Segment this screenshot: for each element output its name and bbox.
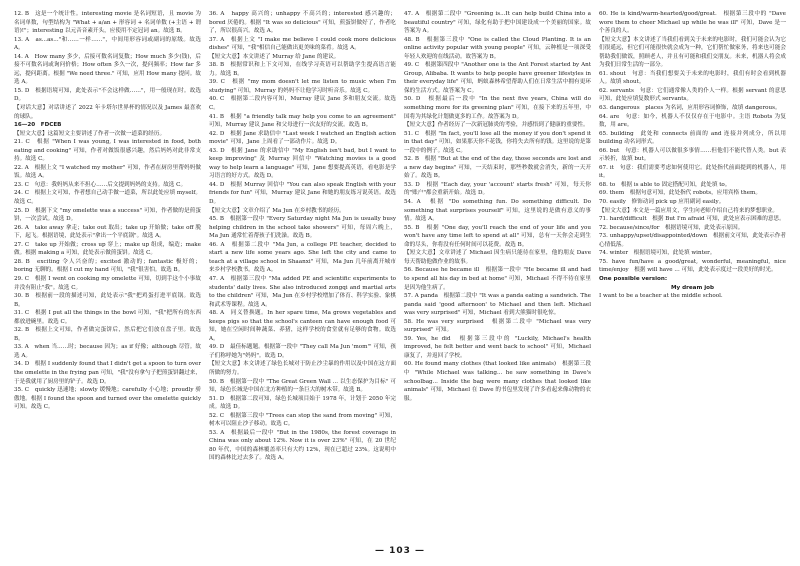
answer-paragraph: 42. D 根据 Jane 求助信中 "Last week I watched an English action movie" 可知，Jane 上周看了一部动作片。故选 D。	[209, 130, 396, 146]
answer-paragraph: 【短文大意】本文讲述了当我们看到关于未来的电影时，我们可能会认为它们很遥远，但它们可能很快就会成为一种，它们帮忙做家务，将来也可能会帮助我们做饭，照顾老人，并且有可能和我们交朋友。未来，机器人将会成为我们日常生活的一部分。	[599, 36, 786, 69]
answer-paragraph: 【短文大意】文章讲述了 Michael 因生病只能待在家里，他的朋友 Dave 每天帮助他做作业的故事。	[404, 250, 591, 265]
answer-paragraph: 39. C 根据 "my mom doesn't let me listen to music when I'm studying" 可知，Murray 的妈妈不让他学习时听音乐。故选 C。	[209, 79, 396, 94]
answer-paragraph: 22. A 根据上文 "I watched my mother" 可知，作者在厨房里帮妈妈做饭。故选 A。	[14, 164, 201, 180]
answer-paragraph: 58. He was very surprised 根据第二段中 "Michael was very surprised" 可知。	[404, 318, 591, 334]
answer-paragraph: 【短文大意】文章介绍了 Ma Jun 在乡村教书的经历。	[209, 207, 345, 214]
answer-paragraph: 53. A 根据最后一段中 "But in the 1980s, the forest coverage in China was only about 12%. Now it is over 23%" 可知，在 20 世纪 80 年代，中国的森林覆盖率只有大约 12%，现在已超过 23%。这说明中国的森林比过去多了。故选 A。	[209, 429, 396, 462]
answer-paragraph: 33. A when 当……时；because 因为；as if 好像；although 尽管。故选 A。	[14, 344, 201, 359]
answer-paragraph: 63. dangerous places 为名词，应用形容词修饰，故填 dangerous。	[599, 105, 781, 112]
answer-paragraph: 55. B 根据 "One day, you'll reach the end of your life and you won't have any time left to spend at all" 可知，总有一天你会走到生命的尽头，你将没有任何时间可以花费。故选 B。	[404, 224, 591, 248]
answer-paragraph: 36. A happy 高兴的；unhappy 不高兴的；interested 感兴趣的；bored 厌倦的。根据 "It was so delicious" 可知，煎蛋饼做好了，作者吃了，所以很高兴。故选 A。	[209, 11, 396, 35]
answer-paragraph: 46. A 根据第二段中 "Ma Jun, a college PE teacher, decided to start a new life some years ago. She left the city and came to teach at a village school in Shaanxi" 可知，Ma Jun 几年前离开城市来乡村学校教书。故选 A。	[209, 241, 396, 274]
answer-paragraph: 49. D 最佳标题题。根据第一段中 "They call Ma Jun 'mom'" 可知，孩子们称呼她为"妈妈"。故选 D。	[209, 344, 396, 359]
answer-paragraph: 41. B 根据 "a friendly talk may help you come to an agreement" 可知，Murray 建议 Jane 和父母进行一次友好的交流。故选 B。	[209, 113, 396, 129]
answer-paragraph: 61. shout 句意：当我们想要关于未来的电影时，我们有时会看到机器人。故填 shout。	[599, 70, 786, 86]
column-3	[404, 10, 591, 540]
answer-paragraph: 31. C 根据 I put all the things in the bowl 可知，"我"把所有的东西都放进碗里。故选 C。	[14, 310, 201, 325]
answer-paragraph: 24. C 根据上文可知，作者想自己动手做一道菜，所以此处应填 myself。故选 C。	[14, 190, 201, 206]
answer-paragraph: 75. have fun/have a good/great, wonderful, meaningful, nice time/enjoy 根据 will have ... 可知，此处表示度过一段美好的时光。	[599, 258, 786, 274]
answer-paragraph: 34. D 根据 I suddenly found that I didn't get a spoon to turn over the omelette in the frying pan 可知，"我"没有拿勺子把煎蛋饼翻过来，于是我就用了厨房里的铲子。故选 D。	[14, 361, 201, 385]
answer-paragraph: 28. B exciting 令人兴奋的；excited 激动的；fantastic 极好的；boring 无聊的。根据 I cut my hand 可知，"我"很害怕。故选 B。	[14, 258, 201, 274]
answer-paragraph: 54. A 根据 "Do something fun. Do something difficult. Do something that surprises yourself" 可知，这里说的是做有意义的事情。故选 A。	[404, 199, 591, 223]
answer-paragraph: 52. B 根据 "But at the end of the day, those seconds are lost and a new day begins" 可知，一天结束时，那些秒数就会消失，新的一天开始了。故选 B。	[404, 156, 591, 180]
answer-paragraph: 37. A 根据上文 "I make me believe I could cook more delicious dishes" 可知，"我"相信自己能做出更美味的菜肴。故选 A。	[209, 36, 396, 52]
answer-paragraph: 47. A 根据第二段中 "Greening is...It can help build China into a beautiful country" 可知，绿化有助于把中国建设成一个美丽的国家。故答案为 A。	[404, 11, 591, 35]
answer-paragraph: 15. D 根据语境可知，此处表示"不会这样做……"，用一般现在时。故选 D。	[14, 87, 201, 103]
answer-paragraph: 25. D 根据下文 "my omelette was a success" 可知，作者做的是煎蛋饼，一次尝试。故选 D。	[14, 207, 201, 223]
answer-paragraph: 47. A 根据第三段中 "Ma added PE and scientific experiments to students' daily lives. She also introduced zongqi and martial arts to the children" 可知，Ma Jun 在乡村学校增加了体育、科学实验、象棋和武术等课程。故选 A。	[209, 275, 396, 308]
answer-paragraph: 23. C 句意：我妈妈从来不担心……后文提到妈妈的支持。故选 C。	[14, 181, 187, 188]
answer-paragraph: 27. C take up 开始做；cross up 穿上；make up 组成，编造；make 做。根据 making a 可知，此处表示做煎蛋饼。故选 C。	[14, 241, 201, 257]
answer-paragraph: 43. D 根据 Jane 的求助信中 "My English isn't bad, but I want to keep improving" 及 Murray 回信中 "Watching movies is a good way to help learn a language" 可知，Jane 想要提高英语，看电影是学习语言的好方式。故选 D。	[209, 147, 396, 180]
essay-title: My dream job	[670, 284, 715, 291]
answer-paragraph: 12. B 这是一个统计性。interesting movie 是名词短语，且 movie 为名词单数，句型结构为 "What + a/an + 形容词 + 名词单数 (+主语 + 谓语)!"；interesting 以元音音素开头，应使用不定冠词 an。故选 B。	[14, 11, 201, 35]
answer-paragraph: 74. winter 根据语境可知，此处填 winter。	[599, 250, 716, 257]
answer-paragraph: 70. easily 修饰动词 pick up 应用副词 easily。	[599, 199, 725, 206]
page-number: — 103 —	[374, 546, 426, 556]
answer-paragraph: 57. A panda 根据第二段中 "It was a panda eating a sandwich. The panda said 'good afternoon' to Michael and then left. Michael was very surprised" 可知，Michael 看到大熊猫时很吃惊。	[404, 293, 591, 317]
answer-paragraph: 45. B 根据第一段中 "Every Saturday night Ma Jun is usually busy helping children in the school take showers" 可知，每周六晚上，Ma Jun 通常忙着帮孩子们洗澡。故选 B。	[209, 216, 396, 240]
answer-paragraph: 62. servants 句意：它们通常像人类的仆人一样。根据 servant 的意思可知，此处应填复数形式 servants。	[599, 87, 786, 103]
answer-paragraph: 【短文大意】作者经历了一次新冠肺炎的考验，并感悟到了健康的重要性。	[404, 122, 589, 129]
answer-paragraph: 【短文大意】本文是一篇应用文，学生向老师介绍自己将来的梦想职业。	[599, 207, 779, 214]
answer-paragraph: 30. B 根据前一段的描述可知，此处表示"我"把鸡蛋打进平底锅。故选 B。	[14, 293, 201, 308]
answer-paragraph: 60. He found many clothes (that looked like animals) 根据第三段中 "While Michael was talking... he saw something in Dave's schoolbag... Inside the bag were many clothes that looked like animals" 可知，Michael 在 Dave 的书包里发现了许多看起来像动物的衣服。	[404, 361, 591, 402]
answer-paragraph: 29. C 根据 I went on cooking my omelette 可知，切到手这个小事故并没有阻止"我"。故选 C。	[14, 275, 201, 291]
answer-paragraph: 48. A 同义替换题。In her spare time, Ma grows vegetables and keeps pigs so that the school's canteen can have enough food 可知，她在空闲时间种蔬菜、养猪，这样学校的食堂就有足够的食物。故选 A。	[209, 310, 396, 342]
answer-paragraph: 72. because/since/for 根据语境可知，此处表示原因。	[599, 224, 744, 231]
answer-paragraph: 59. Yes, he did 根据第三段中的 "Luckily, Michael's health improved, he felt better and went back to school" 可知，Michael 康复了，并返回了学校。	[404, 335, 591, 359]
answer-paragraph: 71. hard/difficult 根据 But I'm afraid 可知，此处应表示困难的意思。	[599, 216, 785, 223]
answer-paragraph: 【短文大意】本文讲述了绿色长城对于防止沙尘暴的作用以及中国在这方面所做的努力。	[209, 361, 396, 376]
answer-paragraph: 68. to 根据 is able to 固定搭配可知，此处填 to。	[599, 181, 731, 188]
answer-paragraph: 【短文大意】本文讲述了 Murray 给 Jane 的建议。	[209, 53, 340, 60]
answer-paragraph: 【短文大意】这篇短文主要讲述了作者一次做一道菜的经历。	[14, 130, 166, 137]
answer-paragraph: 53. D 根据 "Each day, your 'account' starts fresh" 可知，每天你的"账户"都会重新开始。故选 D。	[404, 181, 591, 197]
answer-paragraph: 69. them 根据句意可知，此处指代 robots，应用宾格 them。	[599, 190, 761, 197]
answer-paragraph: 13. A as...as..."和……一样……"，中间用形容词或副词的原级。故选 A。	[14, 36, 201, 52]
answer-paragraph: 51. D 根据第二段可知，绿色长城项目始于 1978 年，计划于 2050 年完成。故选 D。	[209, 395, 396, 411]
answer-paragraph: 64. are 句意：如今，机器人不仅仅存在于电影中。主语 Robots 为复数，用 are。	[599, 113, 786, 129]
answer-paragraph: 56. Because he became ill 根据第一段中 "He became ill and had to spend all his day in bed at home" 可知，Michael 不得不待在家里是因为他生病了。	[404, 267, 591, 291]
answer-paragraph: 50. D 根据最后一段中 "In the next five years, China will do something more for its greening plan" 可知，在接下来的五年里，中国将为其绿化计划做更多的工作。故答案为 D。	[404, 96, 591, 120]
answer-paragraph: 52. C 根据第三段中 "Trees can stop the sand from moving" 可知，树木可以阻止沙子移动。故选 C。	[209, 412, 396, 428]
answer-paragraph: 66. but 句意：机器人可以做很多事情……但他们不能代替人类。but 表示转折，故填 but。	[599, 147, 786, 163]
section-label: 16—20 FDCEB	[14, 122, 62, 129]
column-4	[599, 10, 786, 540]
answer-paragraph: 51. C 根据 "In fact, you'll lose all the money if you don't spend it in that day" 可知，如果那天你不花钱，你将失去所有的钱。这里说的是第一段中的例子。故选 C。	[404, 130, 591, 154]
answer-paragraph: 40. C 根据第二段内容可知，Murray 建议 Jane 多和朋友交流。故选 C。	[209, 96, 396, 112]
answer-paragraph: 73. unhappy/upset/disappointed/down 根据前文可知，此处表示作者心情低落。	[599, 233, 786, 248]
answer-paragraph: 65. building 此处和 connects 前面的 and 连接并列成分，所以用 building 动名词形式。	[599, 130, 786, 146]
answer-key-page	[14, 10, 786, 540]
answer-paragraph: 14. A How many 多少，后接可数名词复数；How much 多少(钱)，后接不可数名词或询问价格；How often 多久一次，提问频率；How far 多远，提问距离。根据 "We need three." 可知，应用 How many 提问。故选 A。	[14, 53, 201, 86]
answer-paragraph: 49. C 根据第四段中 "Another one is the Ant Forest started by Ant Group, Alibaba. It wants to help people have greener lifestyles in their everyday life" 可知，蚂蚁森林希望帮助人们在日常生活中拥有更环保的生活方式。故答案为 C。	[404, 62, 591, 94]
answer-paragraph: 44. D 根据 Murray 回信中 "You can also speak English with your friends for fun" 可知，Murray 建议 Jane 和她的朋友练习说英语。故选 D。	[209, 181, 396, 206]
answer-paragraph: 38. B 根据常识和上下文可知，在线学习英语可以帮助学生提高语言能力。故选 B。	[209, 62, 396, 77]
answer-paragraph: 【对话大意】对话讲述了 2022 年卡塔尔世界杯的情况以及 James 最喜欢的球队。	[14, 105, 201, 120]
answer-paragraph: 67. it 句意：我们需要考虑如何使用它。此处指代前面提到的机器人，用 it。	[599, 164, 786, 180]
answer-paragraph: 60. He is kind/warm-hearted/good/great. 根据第三段中的 "Dave wore them to cheer Michael up while he was ill" 可知，Dave 是一个善良的人。	[599, 11, 786, 35]
answer-paragraph: 26. A take away 拿走；take out 取出；take up 开始做；take off 脱下，起飞。根据语境，此处表示"拿出一个平底锅"。故选 A。	[14, 224, 201, 240]
answer-paragraph: 35. C quickly 迅速地；slowly 缓慢地；carefully 小心地；proudly 骄傲地。根据 I found the spoon and turned over the omelette quickly 可知。故选 C。	[14, 387, 201, 411]
answer-paragraph: 48. B 根据第三段中 "One is called the Cloud Planting. It is an online activity popular with young people" 可知，云种植是一项深受年轻人欢迎的在线活动。故答案为 B。	[404, 36, 591, 60]
column-2	[209, 10, 396, 540]
section-label: One possible version:	[599, 275, 668, 282]
answer-paragraph: 32. B 根据上文可知，作者做完蛋饼后，然后把它们放在盘子里。故选 B。	[14, 327, 201, 342]
answer-paragraph: I want to be a teacher at the middle school.	[599, 293, 723, 300]
answer-paragraph: 21. C 根据 "When I was young, I was interested in food, both eating and cooking" 可知，作者对做饭很感兴趣，然后妈妈对此非常支持。故选 C。	[14, 139, 201, 163]
column-1	[14, 10, 201, 540]
answer-paragraph: 50. B 根据第一段中 "The Great Green Wall ... 以生态保护为目标" 可知，绿色长城是中国在北方种植的一条巨大的树木带。故选 B。	[209, 378, 396, 394]
